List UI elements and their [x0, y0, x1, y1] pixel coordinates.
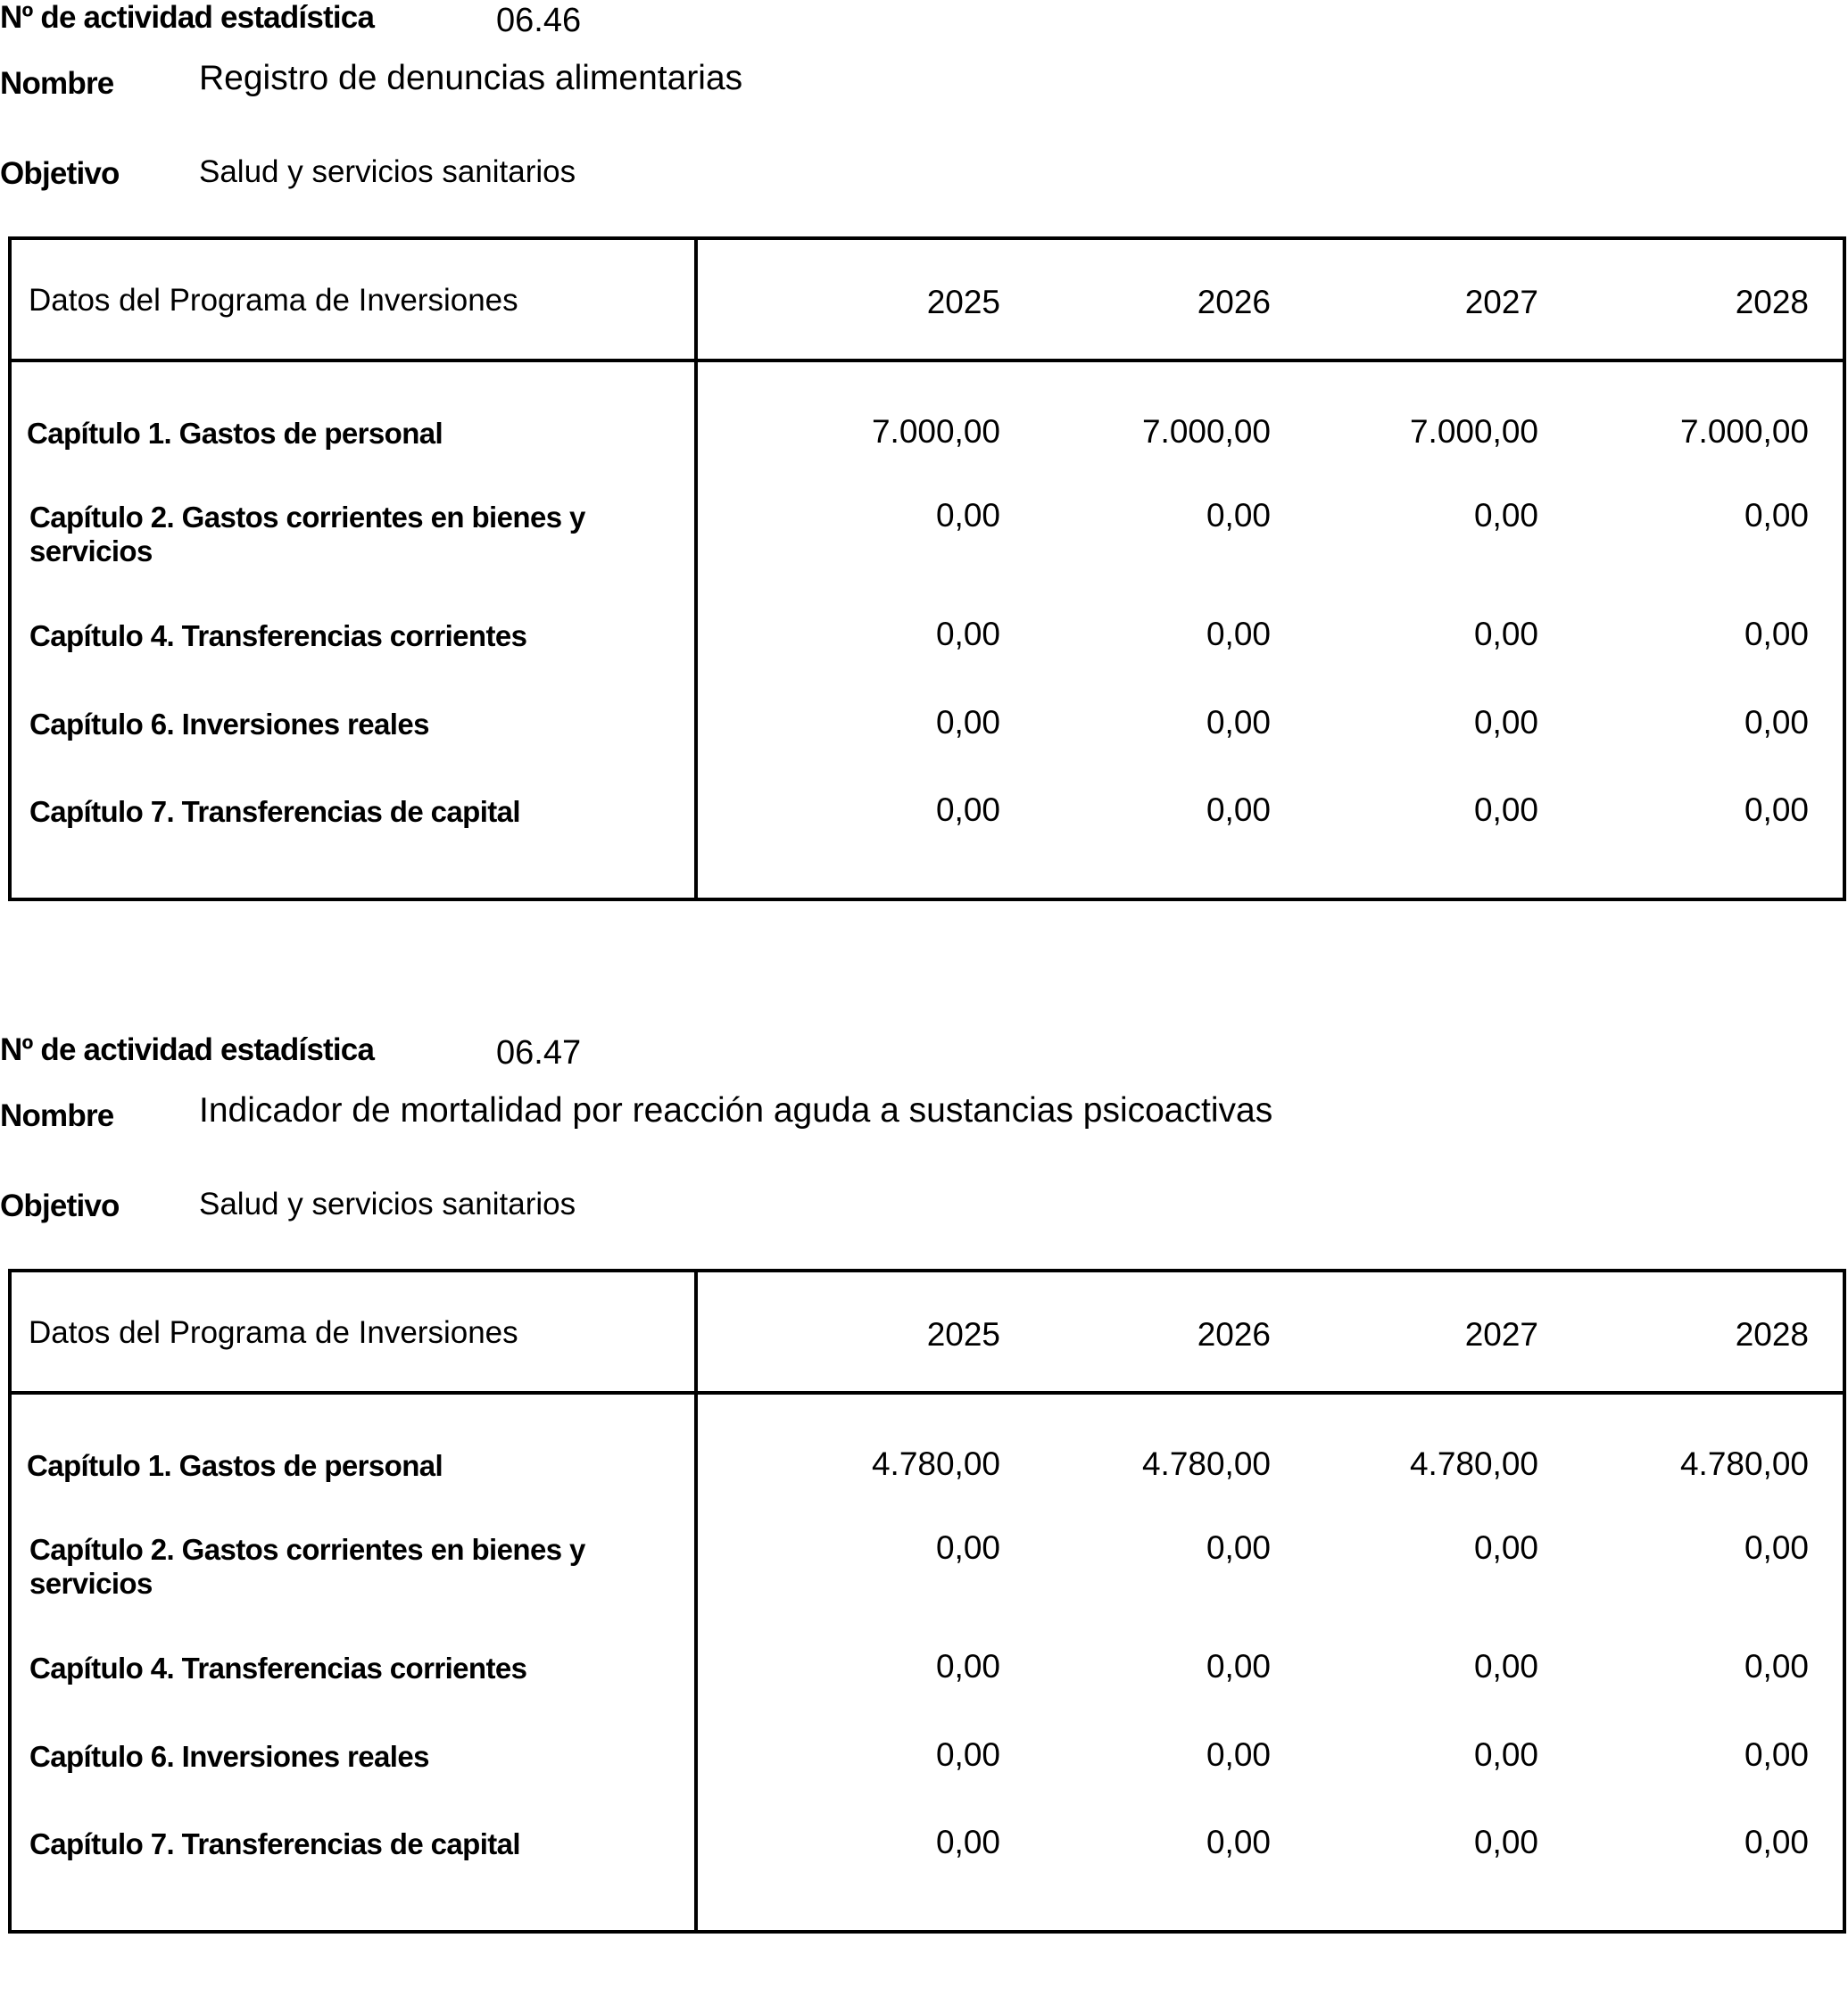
row-label: Capítulo 1. Gastos de personal	[27, 1449, 443, 1482]
row-value: 0,00	[1473, 1648, 1538, 1685]
row-value: 4.780,00	[1679, 1445, 1809, 1482]
row-value: 0,00	[1206, 791, 1271, 828]
row-label: Capítulo 2. Gastos corrientes en bienes y servicios	[29, 501, 585, 567]
table-header-title: Datos del Programa de Inversiones	[29, 283, 518, 318]
row-value: 0,00	[935, 1529, 1000, 1566]
row-value: 0,00	[1473, 1824, 1538, 1860]
table-column-divider	[694, 1269, 698, 1934]
activity-number-label: Nº de actividad estadística	[0, 0, 375, 35]
table-header-divider	[8, 1391, 1846, 1395]
row-label: Capítulo 7. Transferencias de capital	[29, 795, 520, 828]
row-value: 0,00	[935, 1648, 1000, 1685]
activity-name: Indicador de mortalidad por reacción aguda a sustancias psicoactivas	[199, 1091, 1273, 1130]
row-value: 7.000,00	[1409, 413, 1538, 450]
year-header: 2028	[1735, 1316, 1809, 1353]
row-value: 0,00	[1473, 497, 1538, 534]
row-value: 0,00	[1206, 616, 1271, 652]
row-value: 0,00	[1206, 704, 1271, 741]
row-value: 0,00	[935, 791, 1000, 828]
objective-label: Objetivo	[0, 156, 120, 191]
row-value: 4.780,00	[1409, 1445, 1538, 1482]
row-label: Capítulo 4. Transferencias corrientes	[29, 1652, 527, 1685]
activity-number-label: Nº de actividad estadística	[0, 1032, 375, 1067]
row-value: 7.000,00	[871, 413, 1000, 450]
row-value: 0,00	[935, 1824, 1000, 1860]
row-value: 0,00	[1206, 1648, 1271, 1685]
activity-section	[0, 1032, 1848, 1996]
activity-objective: Salud y servicios sanitarios	[199, 1187, 576, 1222]
row-value: 0,00	[1744, 1529, 1809, 1566]
row-value: 0,00	[1744, 497, 1809, 534]
objective-label: Objetivo	[0, 1188, 120, 1223]
activity-name: Registro de denuncias alimentarias	[199, 59, 743, 97]
table-header-title: Datos del Programa de Inversiones	[29, 1315, 518, 1350]
activity-section	[0, 0, 1848, 964]
row-value: 0,00	[1744, 1824, 1809, 1860]
year-header: 2027	[1464, 284, 1538, 320]
row-value: 0,00	[1473, 616, 1538, 652]
row-label: Capítulo 4. Transferencias corrientes	[29, 619, 527, 652]
row-value: 0,00	[1744, 791, 1809, 828]
row-value: 0,00	[935, 497, 1000, 534]
row-label: Capítulo 6. Inversiones reales	[29, 708, 429, 741]
activity-number: 06.46	[496, 2, 582, 39]
year-header: 2028	[1735, 284, 1809, 320]
row-label: Capítulo 7. Transferencias de capital	[29, 1827, 520, 1860]
row-value: 0,00	[1473, 1529, 1538, 1566]
row-label: Capítulo 2. Gastos corrientes en bienes y servicios	[29, 1533, 585, 1600]
year-header: 2026	[1197, 284, 1271, 320]
row-value: 0,00	[1473, 1736, 1538, 1773]
row-value: 0,00	[935, 1736, 1000, 1773]
row-value: 0,00	[1473, 704, 1538, 741]
row-value: 0,00	[1206, 1824, 1271, 1860]
row-value: 4.780,00	[871, 1445, 1000, 1482]
row-value: 0,00	[1744, 1736, 1809, 1773]
row-value: 0,00	[1206, 497, 1271, 534]
row-value: 4.780,00	[1141, 1445, 1271, 1482]
row-value: 0,00	[935, 616, 1000, 652]
row-value: 0,00	[1744, 704, 1809, 741]
row-value: 0,00	[935, 704, 1000, 741]
row-value: 0,00	[1744, 1648, 1809, 1685]
name-label: Nombre	[0, 66, 114, 101]
row-label: Capítulo 6. Inversiones reales	[29, 1740, 429, 1773]
activity-number: 06.47	[496, 1034, 582, 1072]
investment-table	[8, 1269, 1846, 1934]
year-header: 2025	[926, 1316, 1000, 1353]
year-header: 2025	[926, 284, 1000, 320]
row-value: 0,00	[1206, 1736, 1271, 1773]
table-column-divider	[694, 236, 698, 901]
row-value: 7.000,00	[1141, 413, 1271, 450]
name-label: Nombre	[0, 1098, 114, 1133]
activity-objective: Salud y servicios sanitarios	[199, 154, 576, 189]
row-value: 7.000,00	[1679, 413, 1809, 450]
investment-table	[8, 236, 1846, 901]
year-header: 2026	[1197, 1316, 1271, 1353]
table-header-divider	[8, 359, 1846, 362]
row-value: 0,00	[1206, 1529, 1271, 1566]
row-value: 0,00	[1744, 616, 1809, 652]
year-header: 2027	[1464, 1316, 1538, 1353]
row-value: 0,00	[1473, 791, 1538, 828]
row-label: Capítulo 1. Gastos de personal	[27, 417, 443, 450]
